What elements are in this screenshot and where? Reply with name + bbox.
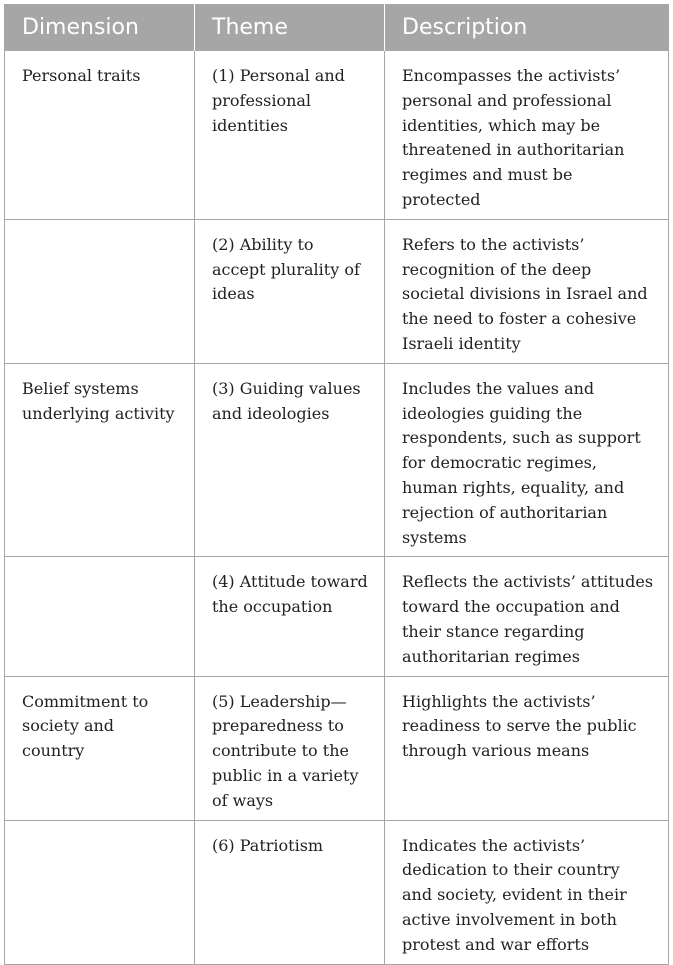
table-row bbox=[5, 820, 669, 964]
table-row bbox=[5, 557, 669, 676]
dimension-cell bbox=[5, 557, 195, 676]
table-row bbox=[5, 363, 669, 557]
header-row bbox=[5, 4, 669, 51]
dimension-cell bbox=[5, 820, 195, 964]
description-cell: Reflects the activists’ attitudes toward the occupation and their stance regarding authoritarian regimes bbox=[385, 557, 669, 676]
table-row bbox=[5, 219, 669, 363]
header-theme: Theme bbox=[195, 4, 385, 51]
header-description: Description bbox=[385, 4, 669, 51]
theme-cell: (3) Guiding values and ideologies bbox=[195, 363, 385, 557]
header-dimension: Dimension bbox=[5, 4, 195, 51]
description-cell: Includes the values and ideologies guiding the respondents, such as support for democratic regimes, human rights, equality, and rejection of authoritarian systems bbox=[385, 363, 669, 557]
dimension-cell: Commitment to society and country bbox=[5, 676, 195, 820]
table-row bbox=[5, 676, 669, 820]
description-cell: Indicates the activists’ dedication to their country and society, evident in their active involvement in both protest and war efforts bbox=[385, 820, 669, 964]
theme-cell: (5) Leadership—preparedness to contribute to the public in a variety of ways bbox=[195, 676, 385, 820]
theme-cell: (1) Personal and professional identities bbox=[195, 51, 385, 220]
table-row bbox=[5, 51, 669, 220]
dimension-cell bbox=[5, 219, 195, 363]
description-cell: Highlights the activists’ readiness to serve the public through various means bbox=[385, 676, 669, 820]
description-cell: Encompasses the activists’ personal and professional identities, which may be threatened in authoritarian regimes and must be protected bbox=[385, 51, 669, 220]
theme-cell: (2) Ability to accept plurality of ideas bbox=[195, 219, 385, 363]
dimension-cell: Personal traits bbox=[5, 51, 195, 220]
description-cell: Refers to the activists’ recognition of the deep societal divisions in Israel and the need to foster a cohesive Israeli identity bbox=[385, 219, 669, 363]
dimension-cell: Belief systems underlying activity bbox=[5, 363, 195, 557]
themes-table bbox=[4, 4, 669, 965]
theme-cell: (4) Attitude toward the occupation bbox=[195, 557, 385, 676]
theme-cell: (6) Patriotism bbox=[195, 820, 385, 964]
